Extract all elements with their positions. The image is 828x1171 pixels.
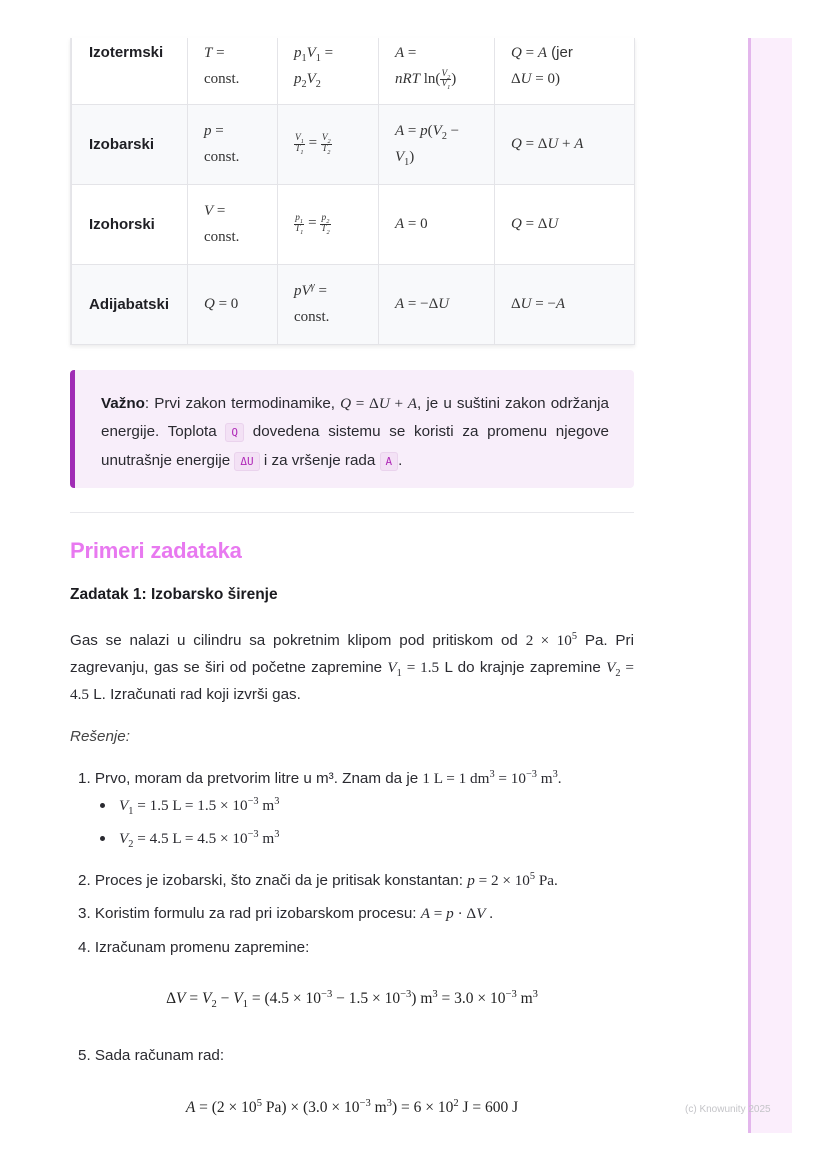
law-cell: $\frac{V_1}{T_1}$ = $\frac{V_2}{T_2}$ xyxy=(278,104,379,184)
heat-cell: Q = ΔU + A xyxy=(495,104,635,184)
table-row-isothermal xyxy=(72,38,635,104)
condition-cell: p = const. xyxy=(188,104,278,184)
equation-delta-v: $\Delta V = V_2 - V_1 = (4.5 \times 10^{-3} - 1.5 \times 10^{-3}) m^3 = 3.0 \times 10^{-3}$ $m^3$ xyxy=(166,988,538,1011)
table-row-isochoric xyxy=(72,184,635,264)
heat-cell: ΔU = −A xyxy=(495,264,635,344)
side-decoration-strip xyxy=(748,38,792,1133)
process-name: Izobarski xyxy=(72,104,188,184)
work-cell: A = 0 xyxy=(379,184,495,264)
step-3: 3. Koristim formulu za rad pri izobarskom procesu: A = p · ΔV . xyxy=(78,905,494,922)
code-a: A xyxy=(380,452,399,471)
equation-work: $A = (2 \times 10^5$ $Pa) \times (3.0 \times 10^{-3}$ $m^3) = 6 \times 10^2$ J = 600 J xyxy=(185,1097,519,1116)
condition-cell: T = const. xyxy=(188,38,278,104)
code-q: Q xyxy=(225,423,244,442)
bullet-dot-icon xyxy=(100,803,105,808)
solution-label: Rešenje: xyxy=(70,728,130,745)
condition-cell: Q = 0 xyxy=(188,264,278,344)
first-law-formula: Q = ΔU + A xyxy=(340,395,418,412)
law-cell: $pV^\gamma$ = const. xyxy=(278,264,379,344)
section-title: Primeri zadataka xyxy=(70,538,242,563)
process-name: Izohorski xyxy=(72,184,188,264)
section-divider xyxy=(70,512,634,513)
heat-cell: Q = A (jer ΔU = 0) xyxy=(495,38,635,104)
step-4: 4. Izračunam promenu zapremine: xyxy=(78,939,310,956)
table-row-adiabatic xyxy=(72,264,635,344)
table-row-isobaric xyxy=(72,104,635,184)
law-cell: $p_1V_1$ = $p_2V_2$ xyxy=(278,38,379,104)
process-table xyxy=(70,38,635,345)
law-cell: $\frac{p_1}{T_1}$ = $\frac{p_2}{T_2}$ xyxy=(278,184,379,264)
condition-cell: V = const. xyxy=(188,184,278,264)
work-cell: $A = p(V_2$ − $V_1$) xyxy=(379,104,495,184)
callout-label: Važno xyxy=(101,395,145,412)
heat-cell: Q = ΔU xyxy=(495,184,635,264)
important-callout: Važno: Prvi zakon termodinamike, Q = ΔU + A, je u suštini zakon održanja energije. Toplota Q dovedena sistemu se koristi za promenu njegove unutrašnje energije ΔU i za vršenje rada A . xyxy=(70,370,634,488)
code-delta-u: ΔU xyxy=(234,452,259,471)
bullet-v2: $V_2 = 4.5$ $L = 4.5 \times 10^{-3}$ $m^3$ xyxy=(100,830,279,848)
step-1: 1. Prvo, moram da pretvorim litre u m³. Znam da je 1 L = 1 $dm^3 = 10^{-3}$ $m^3$. xyxy=(78,768,562,787)
copyright-watermark: (c) Knowunity 2025 xyxy=(685,1104,771,1115)
step-5: 5. Sada računam rad: xyxy=(78,1047,225,1064)
work-cell: A = nRT ln( $\frac{V_2}{V_1}$ ) xyxy=(379,38,495,104)
work-cell: A = −ΔU xyxy=(379,264,495,344)
process-name: Izotermski xyxy=(72,38,188,104)
problem-statement: Gas se nalazi u cilindru sa pokretnim klipom pod pritiskom od $2 \times 10^5$ Pa. Pri zagrevanju, gas se širi od početne zapremine $V_1 = 1.5$ L do krajnje zapremine $V_2 = 4.5$ L. Izračunati rad koji izvrši gas. xyxy=(70,630,634,703)
bullet-dot-icon xyxy=(100,836,105,841)
process-name: Adijabatski xyxy=(72,264,188,344)
step-2: 2. Proces je izobarski, što znači da je pritisak konstantan: $p = 2 \times 10^5$ Pa. xyxy=(78,870,558,889)
task-title: Zadatak 1: Izobarsko širenje xyxy=(70,586,278,603)
bullet-v1: $V_1 = 1.5$ $L = 1.5 \times 10^{-3}$ $m^3$ xyxy=(100,797,279,815)
